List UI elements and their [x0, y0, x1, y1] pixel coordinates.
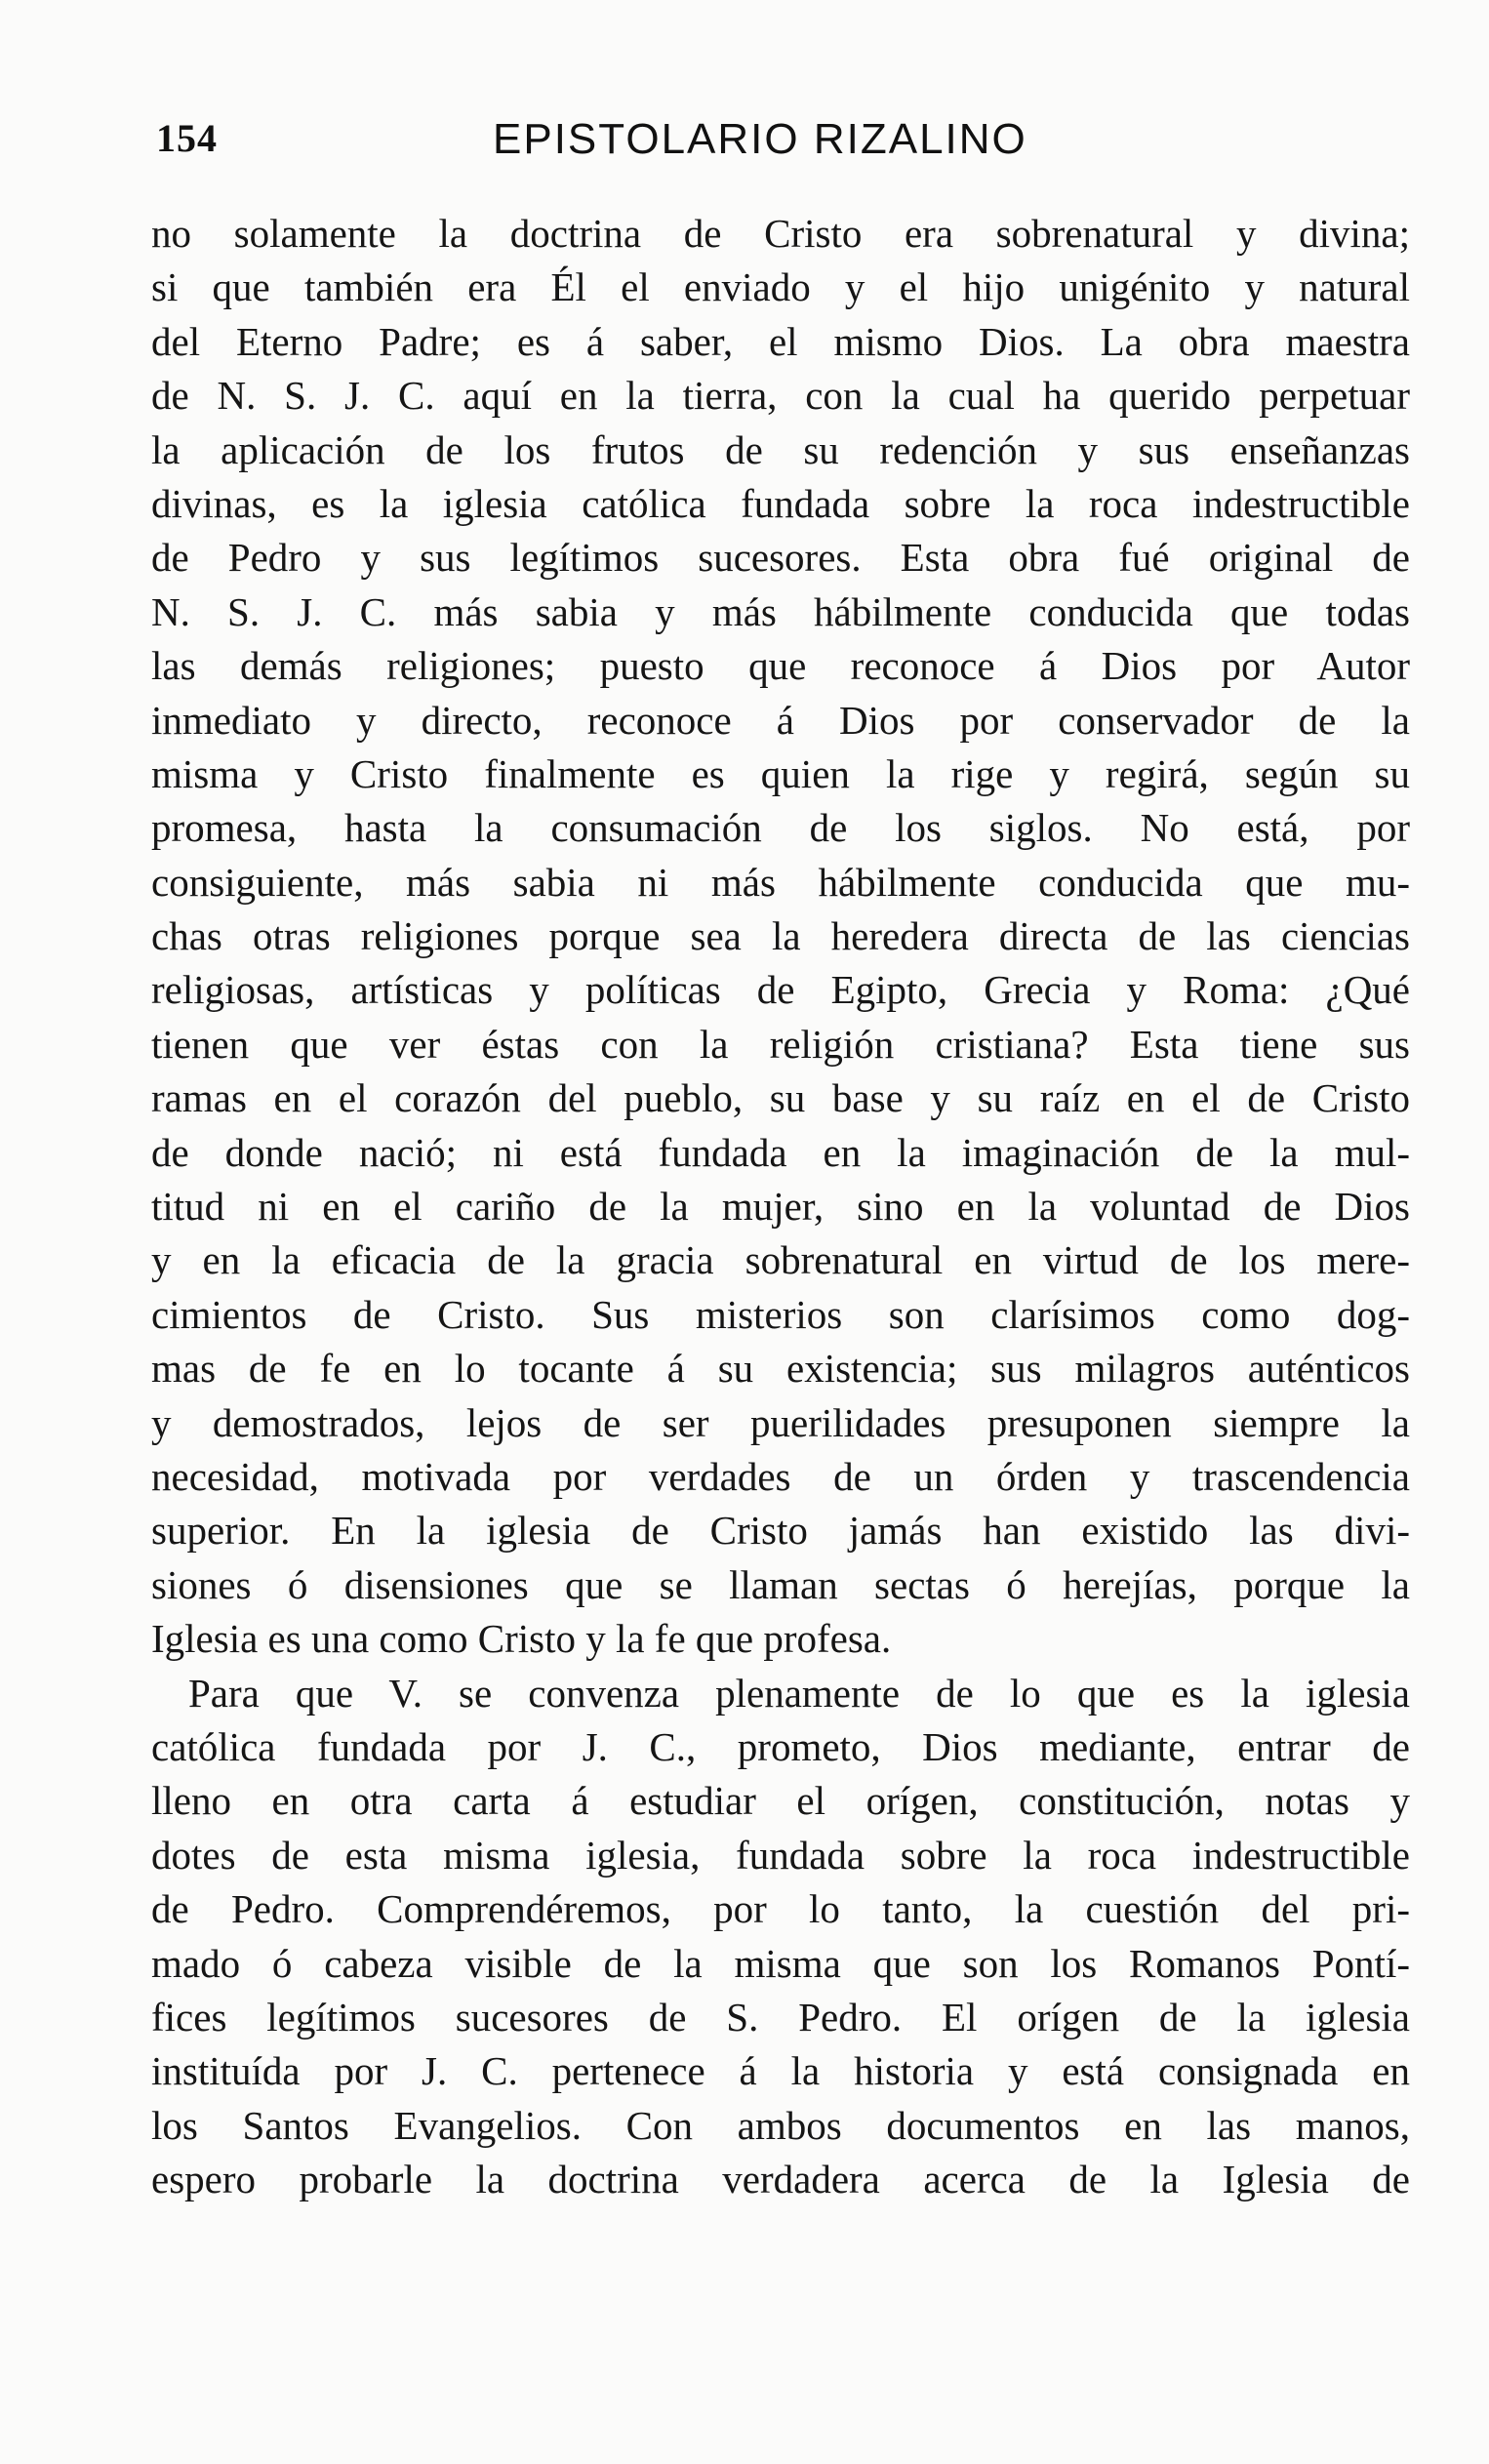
body-text — [151, 207, 1410, 2206]
text-line: católica fundada por J. C., prometo, Dios mediante, entrar de — [151, 1723, 1410, 1769]
text-line: N. S. J. C. más sabia y más hábilmente conducida que todas — [151, 588, 1410, 634]
text-line: lleno en otra carta á estudiar el orígen, constitución, notas y — [151, 1778, 1410, 1824]
text-line: del Eterno Padre; es á saber, el mismo Dios. La obra maestra — [151, 318, 1410, 364]
text-line: necesidad, motivada por verdades de un órden y trascendencia — [151, 1453, 1410, 1499]
paragraph-1 — [151, 207, 1410, 1667]
text-line: mas de fe en lo tocante á su existencia; sus milagros auténticos — [151, 1346, 1410, 1392]
text-line: de N. S. J. C. aquí en la tierra, con la cual ha querido perpetuar — [151, 373, 1410, 419]
text-line: superior. En la iglesia de Cristo jamás han existido las divi- — [151, 1508, 1410, 1554]
text-line: cimientos de Cristo. Sus misterios son clarísimos como dog- — [151, 1291, 1410, 1337]
text-line: de Pedro y sus legítimos sucesores. Esta obra fué original de — [151, 535, 1410, 581]
text-line: divinas, es la iglesia católica fundada sobre la roca indestructible — [151, 480, 1410, 526]
page-number: 154 — [156, 116, 218, 160]
text-line: mado ó cabeza visible de la misma que son los Romanos Pontí- — [151, 1940, 1410, 1986]
text-line: titud ni en el cariño de la mujer, sino en la voluntad de Dios — [151, 1184, 1410, 1230]
text-line: misma y Cristo finalmente es quien la rige y regirá, según su — [151, 750, 1410, 796]
text-line: dotes de esta misma iglesia, fundada sobre la roca indestructible — [151, 1832, 1410, 1878]
text-line: tienen que ver éstas con la religión cristiana? Esta tiene sus — [151, 1021, 1410, 1067]
text-line: espero probarle la doctrina verdadera acerca de la Iglesia de — [151, 2157, 1410, 2202]
text-line: instituída por J. C. pertenece á la historia y está consignada en — [151, 2048, 1410, 2094]
text-line: de Pedro. Comprendéremos, por lo tanto, la cuestión del pri- — [151, 1886, 1410, 1932]
running-title: EPISTOLARIO RIZALINO — [493, 115, 1027, 163]
text-line: Iglesia es una como Cristo y la fe que profesa. — [151, 1616, 892, 1662]
text-line: si que también era Él el enviado y el hijo unigénito y natural — [151, 264, 1410, 310]
text-line: Para que V. se convenza plenamente de lo que es la iglesia — [188, 1670, 1410, 1716]
text-line: de donde nació; ni está fundada en la imaginación de la mul- — [151, 1129, 1410, 1175]
text-line: la aplicación de los frutos de su redención y sus enseñanzas — [151, 426, 1410, 472]
text-line: ramas en el corazón del pueblo, su base y su raíz en el de Cristo — [151, 1075, 1410, 1121]
text-line: y en la eficacia de la gracia sobrenatural en virtud de los mere- — [151, 1237, 1410, 1283]
text-line: religiosas, artísticas y políticas de Egipto, Grecia y Roma: ¿Qué — [151, 967, 1410, 1013]
text-line: y demostrados, lejos de ser puerilidades presuponen siempre la — [151, 1399, 1410, 1445]
text-line: los Santos Evangelios. Con ambos documentos en las manos, — [151, 2102, 1410, 2148]
text-line: promesa, hasta la consumación de los siglos. No está, por — [151, 805, 1410, 851]
text-line: chas otras religiones porque sea la heredera directa de las ciencias — [151, 913, 1410, 959]
page-header — [156, 115, 1405, 174]
text-line: inmediato y directo, reconoce á Dios por conservador de la — [151, 697, 1410, 743]
text-line: las demás religiones; puesto que reconoce á Dios por Autor — [151, 643, 1410, 689]
text-line: consiguiente, más sabia ni más hábilmente conducida que mu- — [151, 859, 1410, 905]
paragraph-2 — [151, 1667, 1410, 2207]
text-line: fices legítimos sucesores de S. Pedro. El orígen de la iglesia — [151, 1994, 1410, 2040]
text-line: siones ó disensiones que se llaman sectas ó herejías, porque la — [151, 1561, 1410, 1607]
text-line: no solamente la doctrina de Cristo era sobrenatural y divina; — [151, 211, 1410, 256]
